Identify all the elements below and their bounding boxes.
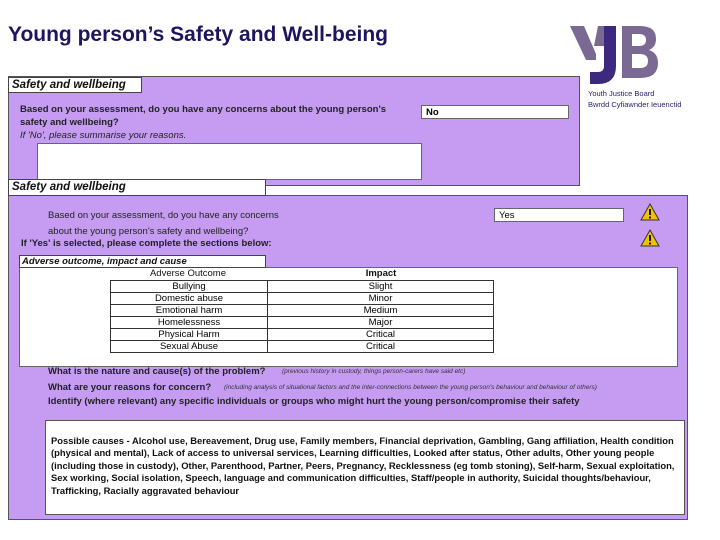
reasons-question: What are your reasons for concern? bbox=[48, 382, 212, 393]
outcome-cell: Domestic abuse bbox=[111, 293, 268, 305]
reasons-note: (including analysis of situational factors and the inter-connections between the young person's behaviour and behaviour of others) bbox=[224, 384, 597, 391]
section1-note: If 'No', please summarise your reasons. bbox=[20, 130, 187, 141]
section2-question-line2: about the young person's safety and wellbeing? bbox=[48, 226, 249, 237]
possible-causes-textbox[interactable]: Possible causes - Alcohol use, Bereavement, Drug use, Family members, Financial deprivation, Gambling, Gang affiliation, Health condition (physical and mental), Lack of access to universal services, Learning difficulties, Looked after status, Other adults, Other young people (including those in custody), Other, Parenthood, Partner, Peers, Pregnancy, Recklessness (eg tomb stoning), Self-harm, Sexual exploitation, Sex working, Social isolation, Speech, language and communication difficulties, Staff/people in authority, Suicidal thoughts/behaviour, Trafficking, Racially aggravated behaviour bbox=[45, 420, 685, 515]
table-row[interactable] bbox=[111, 281, 494, 293]
section2-header: Safety and wellbeing bbox=[8, 179, 266, 196]
warning-icon bbox=[640, 229, 660, 247]
column-header-impact: Impact bbox=[365, 268, 397, 279]
table-row[interactable] bbox=[111, 341, 494, 353]
section2-answer-select[interactable]: Yes bbox=[494, 208, 624, 222]
warning-icon bbox=[640, 203, 660, 221]
impact-cell[interactable]: Medium bbox=[268, 305, 494, 317]
impact-cell[interactable]: Critical bbox=[268, 329, 494, 341]
identify-question: Identify (where relevant) any specific individuals or groups who might hurt the young person/compromise their safety bbox=[48, 396, 580, 407]
section1-question-line2: safety and wellbeing? bbox=[20, 117, 119, 128]
outcome-cell: Physical Harm bbox=[111, 329, 268, 341]
impact-cell[interactable]: Minor bbox=[268, 293, 494, 305]
column-header-outcome: Adverse Outcome bbox=[149, 268, 227, 279]
nature-note: (previous history in custody, things person-carers have said etc) bbox=[282, 368, 466, 375]
outcome-cell: Bullying bbox=[111, 281, 268, 293]
section2-note: If 'Yes' is selected, please complete the sections below: bbox=[21, 238, 272, 249]
impact-cell[interactable]: Slight bbox=[268, 281, 494, 293]
nature-question: What is the nature and cause(s) of the problem? bbox=[48, 366, 266, 377]
section1-header: Safety and wellbeing bbox=[8, 77, 142, 93]
adverse-outcome-table bbox=[110, 280, 494, 353]
logo-org-welsh: Bwrdd Cyfiawnder Ieuenctid bbox=[588, 100, 682, 109]
section1-answer-select[interactable]: No bbox=[421, 105, 569, 119]
adverse-header: Adverse outcome, impact and cause bbox=[19, 255, 266, 268]
outcome-cell: Homelessness bbox=[111, 317, 268, 329]
table-row[interactable] bbox=[111, 329, 494, 341]
outcome-cell: Sexual Abuse bbox=[111, 341, 268, 353]
yjb-logo bbox=[568, 24, 660, 86]
section2-question-line1: Based on your assessment, do you have any concerns bbox=[48, 210, 279, 221]
impact-cell[interactable]: Critical bbox=[268, 341, 494, 353]
outcome-cell: Emotional harm bbox=[111, 305, 268, 317]
impact-cell[interactable]: Major bbox=[268, 317, 494, 329]
reasons-textarea[interactable] bbox=[37, 143, 422, 180]
table-row[interactable] bbox=[111, 317, 494, 329]
page-title: Young person’s Safety and Well-being bbox=[8, 23, 388, 46]
section1-question-line1: Based on your assessment, do you have any concerns about the young person's bbox=[20, 104, 386, 115]
logo-org-english: Youth Justice Board bbox=[588, 89, 655, 98]
table-row[interactable] bbox=[111, 305, 494, 317]
table-row[interactable] bbox=[111, 293, 494, 305]
